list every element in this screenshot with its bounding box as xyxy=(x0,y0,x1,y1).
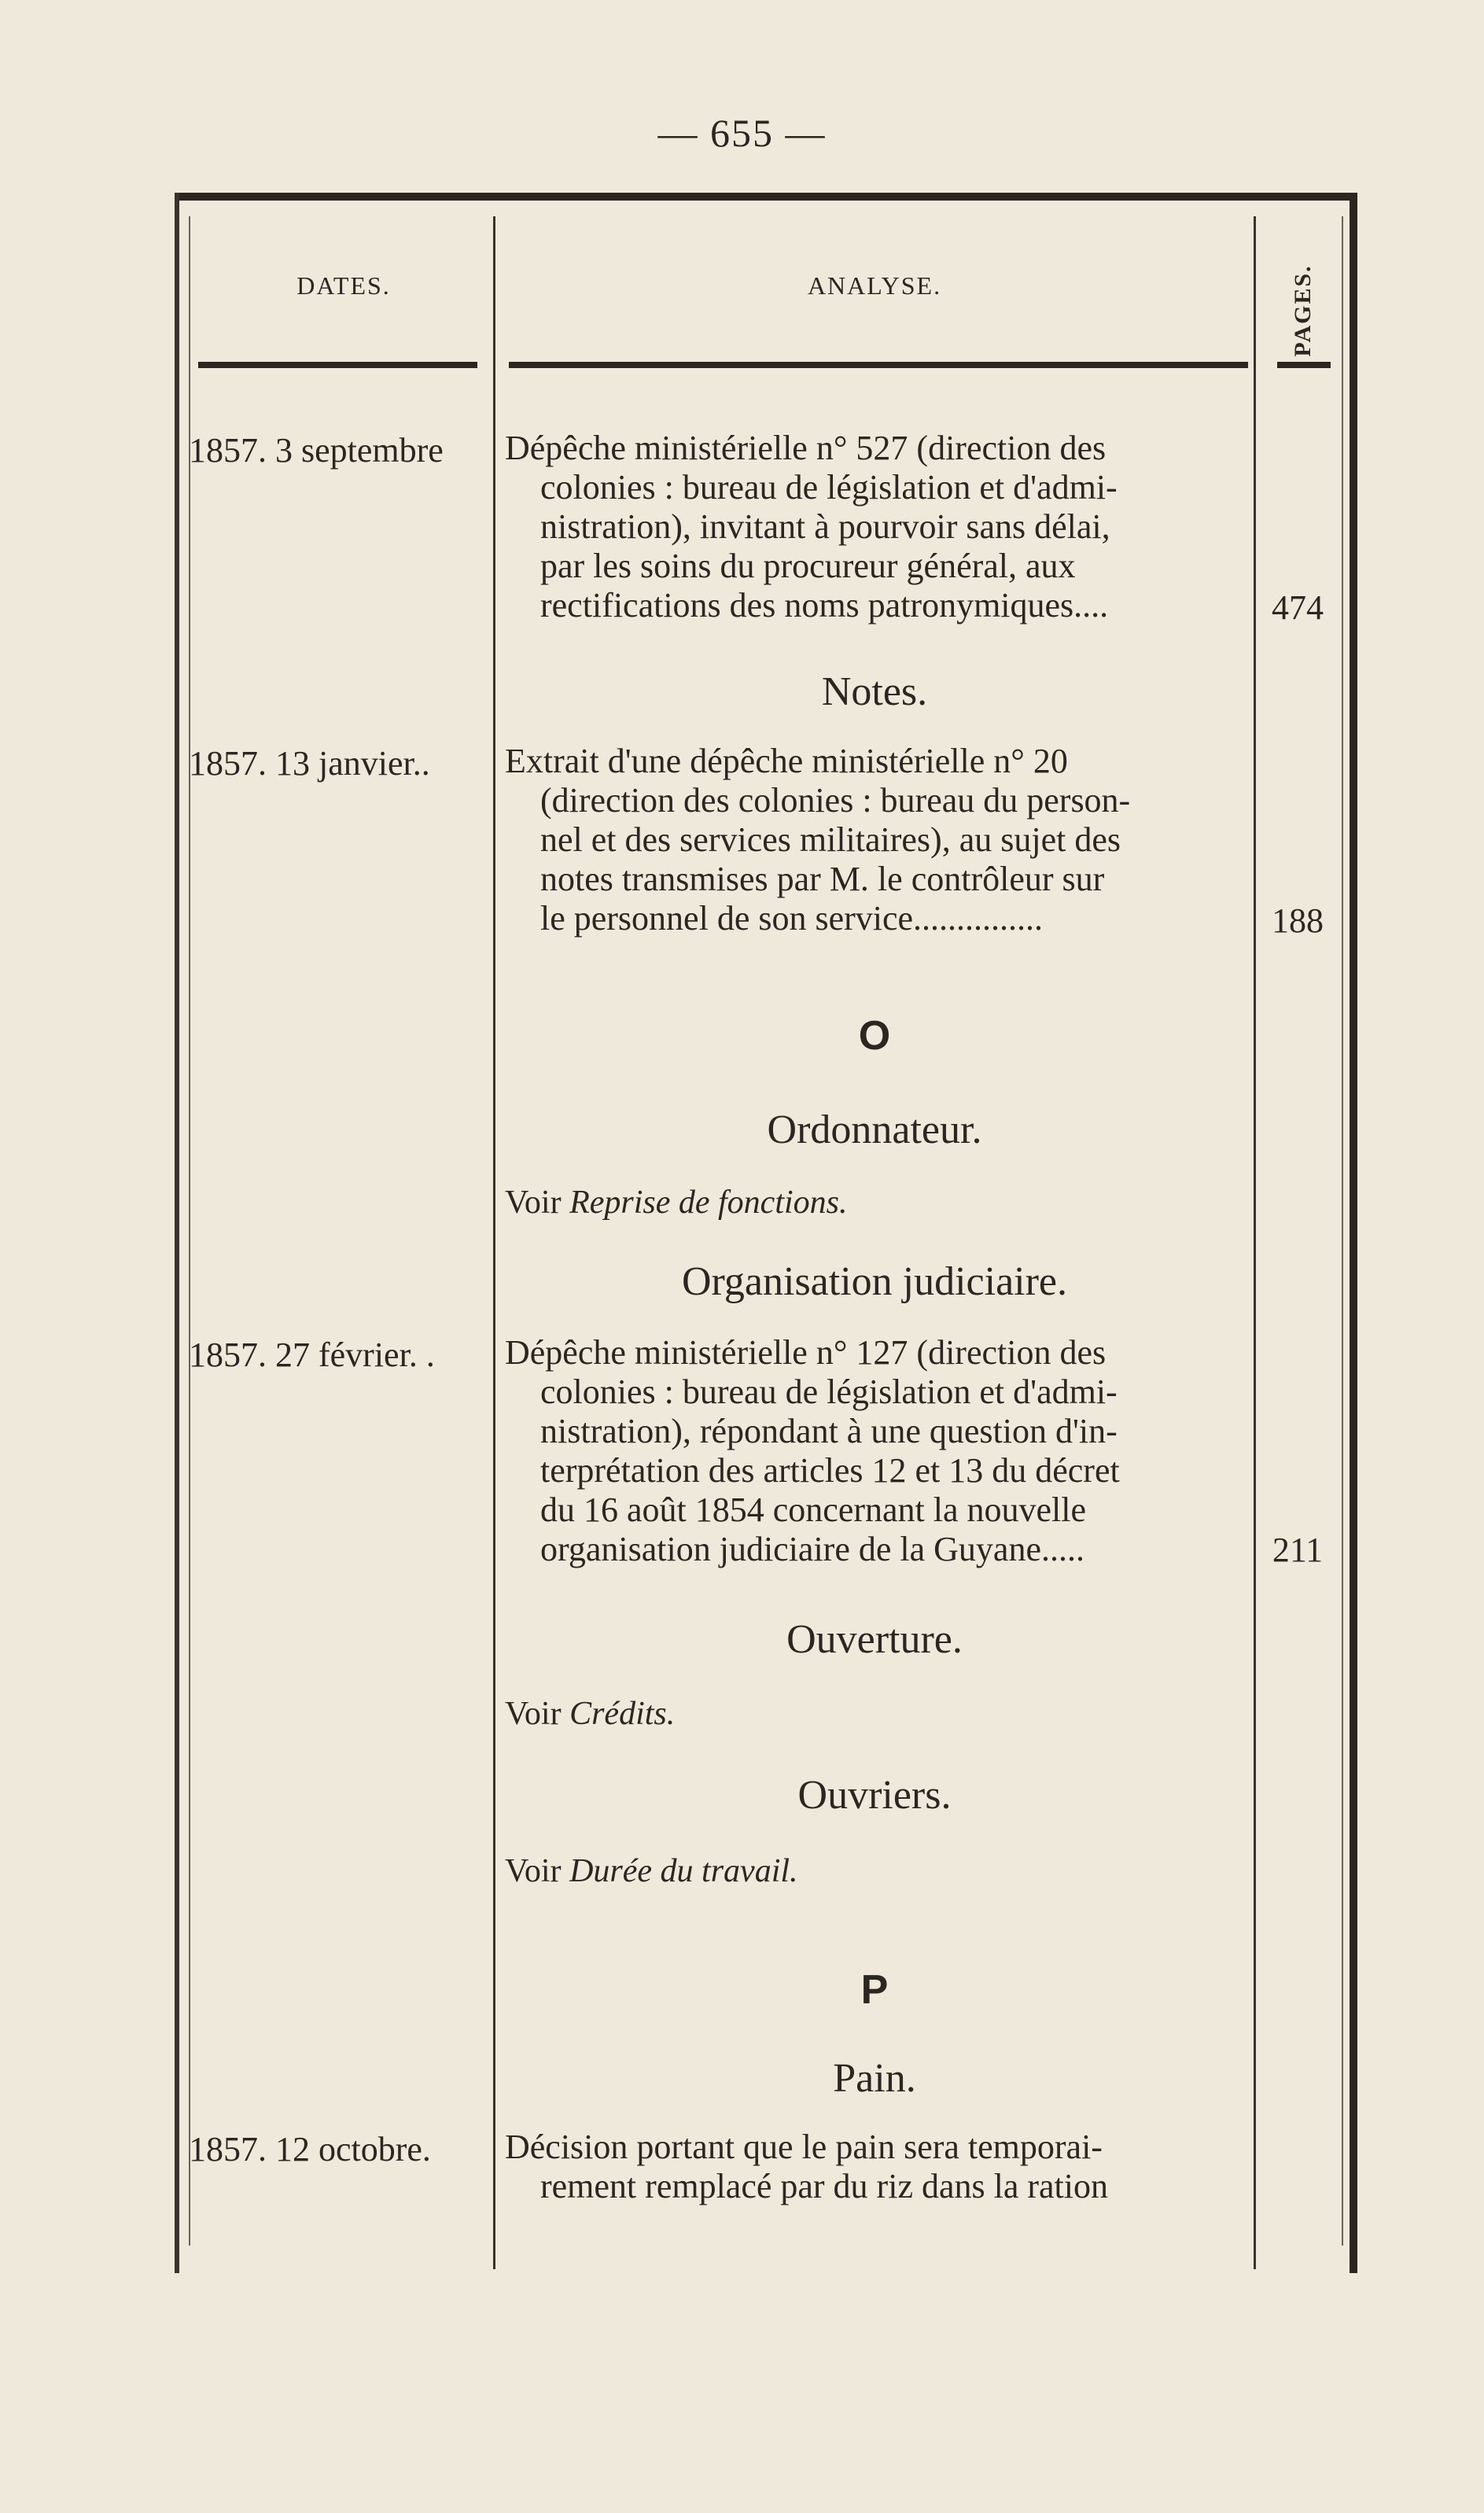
entry-line: Dépêche ministérielle n° 127 (direction des xyxy=(505,1333,1107,1372)
entry-page: 474 xyxy=(1272,588,1324,627)
entry-line: nistration), invitant à pourvoir sans délai, xyxy=(540,507,1110,546)
entry-line: Dépêche ministérielle n° 527 (direction des xyxy=(505,429,1107,467)
entry-analysis xyxy=(505,2128,1248,2206)
entry-date: 1857. 27 février. . xyxy=(189,1336,435,1374)
voir-label: Voir xyxy=(505,1185,562,1221)
column-divider-pages xyxy=(1254,216,1256,2269)
entry-analysis xyxy=(505,429,1248,625)
table-right-inner-border xyxy=(1342,216,1343,2246)
entry-line: terprétation des articles 12 et 13 du décret xyxy=(540,1451,1120,1490)
section-letter-o: O xyxy=(858,1013,891,1059)
reference-target: Crédits. xyxy=(569,1696,676,1732)
entry-line: colonies : bureau de législation et d'admi- xyxy=(540,1373,1118,1411)
entry-line: (direction des colonies : bureau du person- xyxy=(540,781,1131,820)
heading-pain: Pain. xyxy=(833,2056,916,2101)
header-analyse: ANALYSE. xyxy=(807,271,942,300)
table-top-rule xyxy=(175,193,1357,201)
column-divider-dates xyxy=(493,216,495,2269)
heading-ouverture: Ouverture. xyxy=(786,1617,963,1662)
entry-line: nel et des services militaires), au sujet des xyxy=(540,820,1121,859)
index-table xyxy=(175,193,1357,2273)
entry-line: rectifications des noms patronymiques.... xyxy=(540,586,1109,625)
section-letter-p: P xyxy=(860,1967,889,2013)
reference-ordonnateur xyxy=(505,1184,848,1221)
reference-target: Durée du travail. xyxy=(569,1853,798,1889)
table-left-inner-border xyxy=(189,216,190,2246)
table-right-border xyxy=(1350,193,1357,2273)
heading-notes: Notes. xyxy=(821,669,928,714)
entry-line: rement remplacé par du riz dans la ration xyxy=(540,2167,1109,2205)
header-rule-pages xyxy=(1277,362,1331,368)
table-left-border xyxy=(175,193,179,2273)
entry-line: colonies : bureau de législation et d'admi- xyxy=(540,468,1118,507)
entry-line: par les soins du procureur général, aux xyxy=(540,547,1076,585)
page-number: — 655 — xyxy=(657,111,827,155)
entry-line: Décision portant que le pain sera temporai- xyxy=(505,2128,1103,2166)
header-rule-analyse xyxy=(509,362,1248,368)
voir-label: Voir xyxy=(505,1696,562,1732)
entry-date: 1857. 3 septembre xyxy=(189,431,444,470)
entry-date: 1857. 13 janvier.. xyxy=(189,744,430,783)
voir-label: Voir xyxy=(505,1853,562,1889)
header-rule-dates xyxy=(198,362,477,368)
entry-analysis xyxy=(505,742,1248,938)
heading-organisation-judiciaire: Organisation judiciaire. xyxy=(681,1259,1067,1304)
reference-target: Reprise de fonctions. xyxy=(569,1185,848,1221)
entry-page: 188 xyxy=(1272,901,1324,940)
heading-ouvriers: Ouvriers. xyxy=(797,1773,952,1818)
entry-line: organisation judiciaire de la Guyane..... xyxy=(540,1530,1084,1568)
reference-ouvriers xyxy=(505,1852,798,1890)
entry-line: nistration), répondant à une question d'in- xyxy=(540,1412,1118,1450)
header-pages: PAGES. xyxy=(1290,264,1316,357)
entry-line: Extrait d'une dépêche ministérielle n° 20 xyxy=(505,742,1068,780)
heading-ordonnateur: Ordonnateur. xyxy=(767,1107,982,1152)
entry-analysis xyxy=(505,1333,1248,1569)
entry-line: du 16 août 1854 concernant la nouvelle xyxy=(540,1490,1087,1529)
reference-ouverture xyxy=(505,1695,675,1733)
header-dates: DATES. xyxy=(296,271,391,300)
entry-date: 1857. 12 octobre. xyxy=(189,2130,431,2168)
entry-page: 211 xyxy=(1272,1531,1324,1569)
entry-line: le personnel de son service............... xyxy=(540,899,1044,938)
header-pages-cell xyxy=(1283,240,1323,381)
entry-line: notes transmises par M. le contrôleur sur xyxy=(540,860,1105,898)
